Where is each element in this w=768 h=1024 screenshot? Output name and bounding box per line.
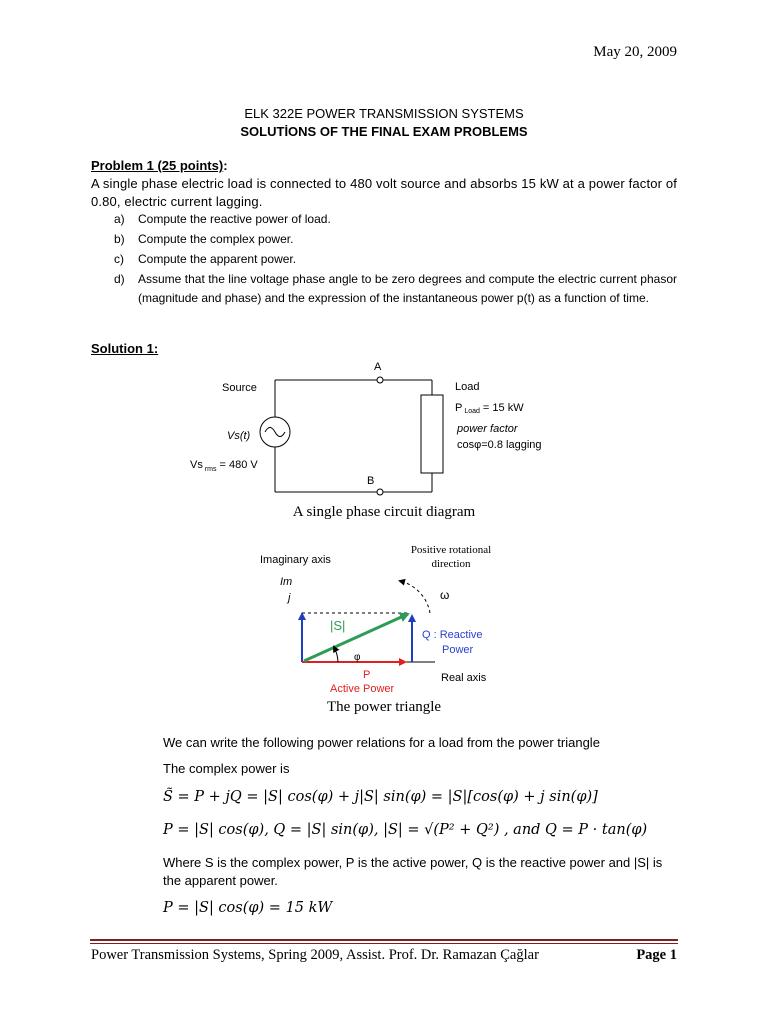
rotation-label-line1: Positive rotational (410, 544, 492, 556)
item-label: d) (114, 272, 125, 286)
equation-complex-power: S̃ = P + jQ = |S| cos(φ) + j|S| sin(φ) = |S|[cos(φ) + j sin(φ)] (163, 789, 598, 805)
solution-1-heading: Solution 1: (91, 341, 159, 356)
phi-label: φ (354, 652, 361, 663)
rotation-arc (400, 581, 430, 613)
source-label: Source (222, 382, 257, 394)
p-load-subscript: Load (464, 408, 480, 415)
reactive-power-label-line2: Power (442, 644, 474, 656)
item-text: Compute the reactive power of load. (138, 212, 331, 226)
document-date: May 20, 2009 (593, 44, 677, 60)
equation-active-power: P = |S| cos(φ) = 15 kW (163, 900, 333, 916)
power-triangle-diagram (250, 538, 520, 698)
problem-1-heading-colon: : (223, 158, 228, 173)
active-power-label: Active Power (330, 683, 395, 695)
reactive-power-label-line1: Q : Reactive (422, 629, 483, 641)
node-b-label: B (367, 475, 375, 487)
power-factor-label: power factor (457, 423, 518, 435)
item-text: Compute the complex power. (138, 232, 294, 246)
problem-1-statement: A single phase electric load is connected to 480 volt source and absorbs 15 kW at a power factor of 0.80, electric current lagging. (91, 176, 677, 209)
node-a-terminal (377, 377, 383, 383)
problem-1-heading (91, 158, 228, 173)
load-label: Load (455, 381, 480, 393)
p-load-prefix: P (455, 402, 463, 414)
apparent-power-label: |S| (330, 618, 346, 633)
omega-label: ω (440, 588, 450, 602)
sine-wave-icon (265, 428, 285, 437)
page-number: Page 1 (636, 947, 677, 963)
course-title: ELK 322E POWER TRANSMISSION SYSTEMS (244, 106, 524, 121)
phi-angle-arc (334, 647, 338, 662)
relations-intro: We can write the following power relations for a load from the power triangle (163, 735, 600, 750)
power-factor-value: cosφ=0.8 lagging (457, 439, 542, 451)
im-label: Im (280, 576, 293, 588)
item-text: Assume that the line voltage phase angle to be zero degrees and compute the electric current phasor (magnitude and phase) and the expression of the instantaneous power p(t) as a function of time. (138, 272, 677, 305)
equation-power-relations: P = |S| cos(φ), Q = |S| sin(φ), |S| = √(P² + Q²) , and Q = P · tan(φ) (163, 822, 648, 838)
imaginary-axis-label: Imaginary axis (260, 554, 331, 566)
item-label: c) (114, 252, 124, 266)
footer-rule-thin (90, 943, 678, 944)
vs-label: Vs(t) (227, 430, 251, 442)
vs-rms-subscript: rms (204, 466, 217, 473)
circuit-diagram (190, 355, 570, 505)
where-text: Where S is the complex power, P is the active power, Q is the reactive power and |S| is the apparent power. (163, 855, 663, 888)
p-load-value: = 15 kW (482, 402, 524, 414)
vs-rms-value: = 480 V (219, 459, 258, 471)
node-a-label: A (374, 361, 382, 373)
rotation-label-line2: direction (431, 558, 471, 570)
triangle-caption: The power triangle (326, 699, 442, 715)
footer-text: Power Transmission Systems, Spring 2009, Assist. Prof. Dr. Ramazan Çağlar (91, 947, 539, 963)
node-b-terminal (377, 489, 383, 495)
p-load-label (455, 402, 524, 415)
item-label: a) (114, 212, 125, 226)
active-power-symbol: P (363, 669, 371, 681)
j-label: j (288, 592, 291, 604)
problem-1-heading-text: Problem 1 (25 points) (91, 158, 224, 173)
load-resistor (421, 395, 443, 473)
vs-rms-label (190, 459, 258, 473)
real-axis-label: Real axis (441, 672, 487, 684)
complex-power-intro: The complex power is (163, 761, 290, 776)
item-text: Compute the apparent power. (138, 252, 297, 266)
footer-rule (90, 939, 678, 941)
circuit-caption: A single phase circuit diagram (292, 504, 476, 520)
document-subtitle: SOLUTİONS OF THE FINAL EXAM PROBLEMS (240, 124, 528, 139)
vs-rms-prefix: Vs (190, 459, 203, 471)
item-label: b) (114, 232, 125, 246)
